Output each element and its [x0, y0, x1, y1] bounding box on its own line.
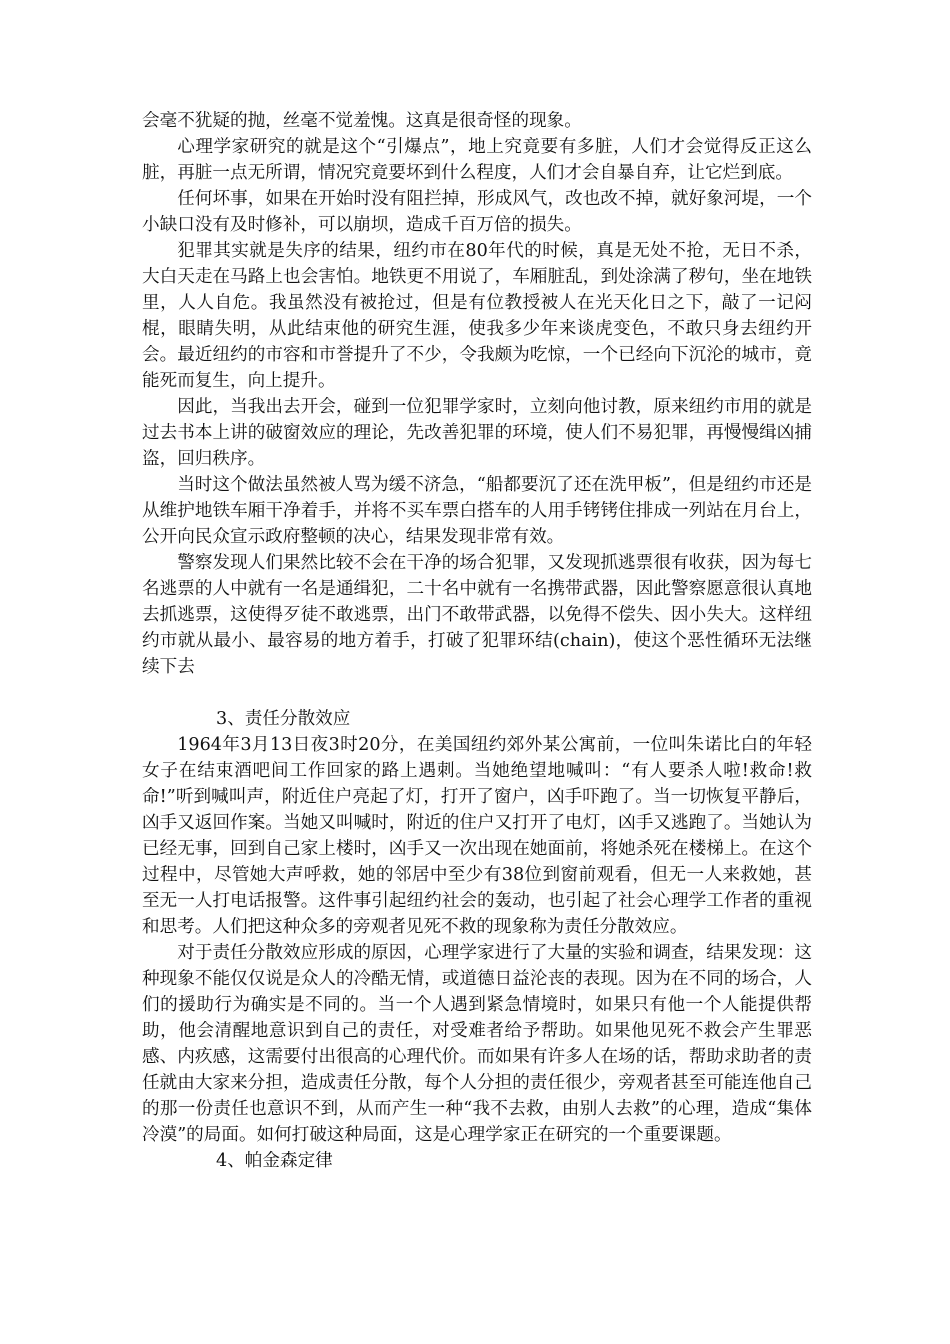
section-heading-4: 4、帕金森定律 — [216, 1151, 333, 1171]
paragraph-kitty-case: 1964年3月13日夜3时20分，在美国纽约郊外某公寓前，一位叫朱诺比白的年轻女子在结束酒吧间工作回家的路上遇刺。当她绝望地喊叫：“有人要杀人啦!救命!救命!”听到喊叫声，附近住户亮起了灯，打开了窗户，凶手吓跑了。当一切恢复平静后，凶手又返回作案。当她又叫喊时，附近的住户又打开了电灯，凶手又逃跑了。当她认为已经无事，回到自己家上楼时，凶手又一次出现在她面前，将她杀死在楼梯上。在这个过程中，尽管她大声呼救，她的邻居中至少有38位到窗前观看，但无一人来救她，甚至无一人打电话报警。这件事引起纽约社会的轰动，也引起了社会心理学工作者的重视和思考。人们把这种众多的旁观者见死不救的现象称为责任分散效应。 — [142, 735, 812, 937]
paragraph-fare-evasion: 警察发现人们果然比较不会在干净的场合犯罪，又发现抓逃票很有收获，因为每七名逃票的人中就有一名是通缉犯，二十名中就有一名携带武器，因此警察愿意很认真地去抓逃票，这使得歹徒不敢逃票，出门不敢带武器，以免得不偿失、因小失大。这样纽约市就从最小、最容易的地方着手，打破了犯罪环结(chain)，使这个恶性循环无法继续下去 — [142, 553, 812, 677]
paragraph-tipping-point: 心理学家研究的就是这个“引爆点”，地上究竟要有多脏，人们才会觉得反正这么脏，再脏一点无所谓，情况究竟要坏到什么程度，人们才会自暴自弃，让它烂到底。 — [142, 137, 812, 183]
paragraph-continuation: 会毫不犹疑的抛，丝毫不觉羞愧。这真是很奇怪的现象。 — [142, 111, 582, 131]
paragraph-new-york-crime: 犯罪其实就是失序的结果，纽约市在80年代的时候，真是无处不抢，无日不杀，大白天走在马路上也会害怕。地铁更不用说了，车厢脏乱，到处涂满了秽句，坐在地铁里，人人自危。我虽然没有被抢过，但是有位教授被人在光天化日之下，敲了一记闷棍，眼睛失明，从此结束他的研究生涯，使我多少年来谈虎变色，不敢只身去纽约开会。最近纽约的市容和市誉提升了不少，令我颇为吃惊，一个已经向下沉沦的城市，竟能死而复生，向上提升。 — [142, 241, 812, 391]
paragraph-dike-analogy: 任何坏事，如果在开始时没有阻拦掉，形成风气，改也改不掉，就好象河堤，一个小缺口没有及时修补，可以崩坝，造成千百万倍的损失。 — [142, 189, 812, 235]
paragraph-diffusion-cause: 对于责任分散效应形成的原因，心理学家进行了大量的实验和调查，结果发现：这种现象不能仅仅说是众人的冷酷无情，或道德日益沦丧的表现。因为在不同的场合，人们的援助行为确实是不同的。当一个人遇到紧急情境时，如果只有他一个人能提供帮助，他会清醒地意识到自己的责任，对受难者给予帮助。如果他见死不救会产生罪恶感、内疚感，这需要付出很高的心理代价。而如果有许多人在场的话，帮助求助者的责任就由大家来分担，造成责任分散，每个人分担的责任很少，旁观者甚至可能连他自己的那一份责任也意识不到，从而产生一种“我不去救，由别人去救”的心理，造成“集体冷漠”的局面。如何打破这种局面，这是心理学家正在研究的一个重要课题。 — [142, 943, 812, 1145]
paragraph-subway-cleanup: 当时这个做法虽然被人骂为缓不济急，“船都要沉了还在洗甲板”，但是纽约市还是从维护地铁车厢干净着手，并将不买车票白搭车的人用手铐铐住排成一列站在月台上，公开向民众宣示政府整顿的决心，结果发现非常有效。 — [142, 475, 812, 547]
paragraph-broken-window: 因此，当我出去开会，碰到一位犯罪学家时，立刻向他讨教，原来纽约市用的就是过去书本上讲的破窗效应的理论，先改善犯罪的环境，使人们不易犯罪，再慢慢缉凶捕盗，回归秩序。 — [142, 397, 812, 469]
document-page — [142, 108, 812, 1174]
section-heading-3: 3、责任分散效应 — [216, 709, 351, 729]
blank-line — [142, 680, 812, 706]
